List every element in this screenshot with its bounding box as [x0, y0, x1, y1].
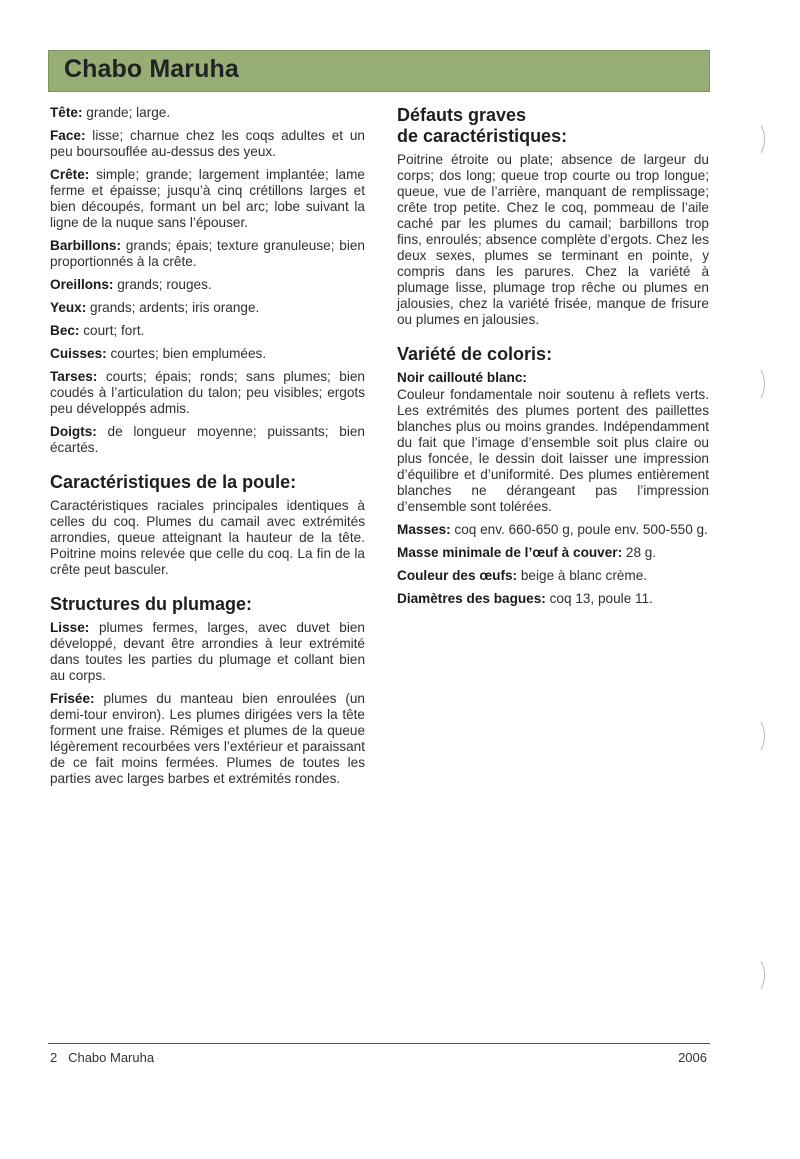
trait-text: courts; épais; ronds; sans plumes; bien coudés à l’articulation du talon; peu visibles; ergots peu développés admis.	[50, 369, 365, 416]
fact-label: Masses:	[397, 522, 451, 537]
trait-label: Crête:	[50, 167, 90, 182]
trait-label: Bec:	[50, 323, 80, 338]
trait-toes	[50, 424, 365, 456]
trait-text: lisse; charnue chez les coqs adultes et un peu boursouflée au-dessus des yeux.	[50, 128, 365, 159]
trait-head	[50, 105, 365, 121]
trait-text: court; fort.	[79, 323, 145, 338]
trait-label: Cuisses:	[50, 346, 107, 361]
trait-text: grands; épais; texture granuleuse; bien proportionnés à la crête.	[50, 238, 365, 269]
footer-divider	[48, 1043, 710, 1044]
fact-egg-colour	[397, 568, 709, 584]
footer-year: 2006	[678, 1050, 707, 1065]
plumage-smooth	[50, 620, 365, 684]
trait-earlobes	[50, 277, 365, 293]
defects-heading-line1: Défauts graves	[397, 105, 527, 125]
punch-hole-mark	[745, 121, 765, 157]
punch-hole-mark	[745, 366, 765, 402]
trait-text: grands; ardents; iris orange.	[86, 300, 260, 315]
fact-ring-sizes	[397, 591, 709, 607]
trait-label: Yeux:	[50, 300, 87, 315]
plumage-heading: Structures du plumage:	[50, 594, 253, 614]
trait-text: courtes; bien emplumées.	[106, 346, 267, 361]
trait-label: Tête:	[50, 105, 83, 120]
hen-heading: Caractéristiques de la poule:	[50, 472, 297, 492]
punch-hole-mark	[745, 718, 765, 754]
plumage-frizzle	[50, 691, 365, 787]
fact-text: coq env. 660-650 g, poule env. 500-550 g.	[450, 522, 708, 537]
punch-hole-mark	[745, 957, 765, 993]
trait-label: Oreillons:	[50, 277, 114, 292]
page-number: 2	[50, 1050, 58, 1065]
running-title: Chabo Maruha	[68, 1050, 155, 1065]
variety-heading: Variété de coloris:	[397, 344, 553, 364]
right-column	[397, 105, 709, 614]
hen-text: Caractéristiques raciales principales identiques à celles du coq. Plumes du camail avec extrémités arrondies, queue atteignant la hauteur de la tête. Poitrine moins relevée que celle du coq. La fin de la crête peut basculer.	[50, 498, 365, 577]
trait-text: grands; rouges.	[113, 277, 212, 292]
defects-heading-line2: de caractéristiques:	[397, 126, 568, 146]
variety-subheading: Noir caillouté blanc:	[397, 370, 527, 385]
fact-label: Masse minimale de l’œuf à couver:	[397, 545, 623, 560]
trait-text: simple; grande; largement implantée; lame ferme et épaisse; jusqu’à cinq crétillons larges et bien découpés, formant un bel arc; lobe suivant la ligne de la nuque sans l’épouser.	[50, 167, 365, 230]
trait-text: de longueur moyenne; puissants; bien écartés.	[50, 424, 365, 455]
plumage-label: Frisée:	[50, 691, 95, 706]
plumage-label: Lisse:	[50, 620, 90, 635]
trait-label: Barbillons:	[50, 238, 121, 253]
trait-shanks	[50, 369, 365, 417]
page-title: Chabo Maruha	[64, 55, 239, 83]
trait-thighs	[50, 346, 365, 362]
defects-heading	[397, 105, 709, 147]
fact-text: 28 g.	[622, 545, 657, 560]
trait-beak	[50, 323, 365, 339]
fact-egg-weight	[397, 545, 709, 561]
trait-label: Doigts:	[50, 424, 97, 439]
defects-text: Poitrine étroite ou plate; absence de largeur du corps; dos long; queue trop courte ou trop longue; queue, vue de l’arrière, manquant de remplissage; crête trop petite. Chez le coq, pommeau de l’aile caché par les plumes du camail; barbillons trop fins, enroulés; absence complète d’ergots. Chez les deux sexes, plumes se terminant en pointe, y compris dans les parures. Chez la variété à plumage lisse, plumage trop rêche ou plumes en jalousies, chez la variété frisée, manque de frisure ou plumes en jalousies.	[397, 152, 709, 327]
trait-label: Face:	[50, 128, 86, 143]
plumage-text: plumes du manteau bien enroulées (un demi-tour environ). Les plumes dirigées vers la tête forment une fraise. Rémiges et plumes de la queue légèrement recourbées vers l’extérieur et paraissant de ce fait moins fermées. Plumes de toutes les parties avec larges barbes et extrémités rondes.	[50, 691, 365, 786]
trait-label: Tarses:	[50, 369, 98, 384]
trait-comb	[50, 167, 365, 231]
fact-text: coq 13, poule 11.	[545, 591, 653, 606]
variety-text: Couleur fondamentale noir soutenu à reflets verts. Les extrémités des plumes portent des paillettes blanches plus ou moins grandes. Indépendamment du fait que l’image d’ensemble soit plus claire ou plus foncée, le dessin doit laisser une impression d’équilibre et d’uniformité. Des plumes entièrement blanches ne dérangeant pas l’impression d’ensemble sont tolérées.	[397, 387, 709, 514]
trait-wattles	[50, 238, 365, 270]
trait-eyes	[50, 300, 365, 316]
fact-label: Diamètres des bagues:	[397, 591, 546, 606]
trait-text: grande; large.	[82, 105, 171, 120]
fact-text: beige à blanc crème.	[517, 568, 648, 583]
title-banner	[48, 50, 710, 92]
trait-face	[50, 128, 365, 160]
fact-label: Couleur des œufs:	[397, 568, 518, 583]
plumage-text: plumes fermes, larges, avec duvet bien développé, devant être arrondies à leur extrémité dans toutes les parties du plumage et collant bien au corps.	[50, 620, 365, 683]
left-column	[50, 105, 365, 794]
footer-left	[50, 1050, 154, 1065]
fact-weights	[397, 522, 709, 538]
